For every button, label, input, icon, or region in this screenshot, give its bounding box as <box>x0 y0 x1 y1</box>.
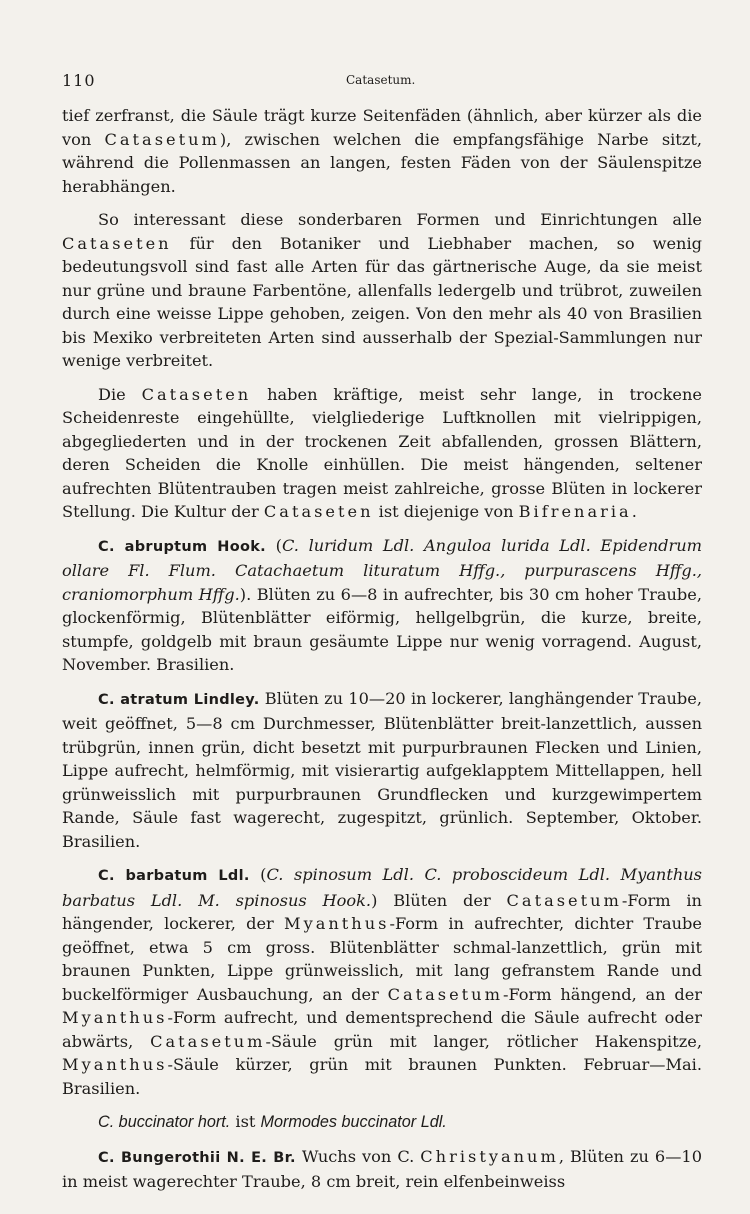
genus-spaced: Cataseten <box>141 384 252 404</box>
running-title: Catasetum. <box>346 73 416 87</box>
species-name: C. abruptum Hook. <box>98 538 266 555</box>
paragraph-1: tief zerfranst, die Säule trägt kurze Seitenfäden (ähnlich, aber kürzer als die von Catasetum), zwischen welchen die empfangsfähige Narbe sitzt, während die Pollenmassen an langen, festen Fäden von der Säulenspitze herabhängen. <box>62 106 702 196</box>
cross-reference: Mormodes buccinator Ldl. <box>260 1113 447 1131</box>
species-name: C. barbatum Ldl. <box>98 868 250 884</box>
species-entry-abruptum: C. abruptum Hook. (C. luridum Ldl. Anguloa lurida Ldl. Epidendrum ollare Fl. Flum. Catachaetum lituratum Hffg., purpurascens Hffg., craniomorphum Hffg.). Blüten zu 6—8 in aufrechter, bis 30 cm hoher Traube, glockenförmig, Blütenblätter eiförmig, hellgelbgrün, die kurze, breite, stumpfe, goldgelb mit braun gesäumte Lippe nur wenig vorragend. August, November. Brasilien. <box>62 535 702 674</box>
species-name: C. atratum Lindley. <box>98 691 260 708</box>
page-number: 110 <box>62 71 96 90</box>
page-header <box>62 71 702 93</box>
paragraph-3: Die Cataseten haben kräftige, meist sehr lange, in trockene Scheidenreste eingehüllte, vielgliederige Luftknollen mit vielrippigen, abgegliederten und in der trockenen Zeit abfallenden, grossen Blättern, deren Scheiden die Knolle einhüllen. Die meist hängenden, seltener aufrechten Blütentrauben tragen meist zahlreiche, grosse Blüten in lockerer Stellung. Die Kultur der Cataseten ist diejenige von Bifrenaria. <box>62 384 702 521</box>
genus-spaced: Myanthus <box>62 1008 168 1027</box>
species-name: C. Bungerothii N. E. Br. <box>98 1149 296 1166</box>
species-entry-buccinator: C. buccinator hort. ist Mormodes buccinator Ldl. <box>98 1112 447 1131</box>
species-spaced: Christyanum <box>420 1146 559 1166</box>
genus-spaced: Cataseten <box>263 502 374 521</box>
genus-spaced: Catasetum <box>150 1031 266 1051</box>
species-name: C. buccinator hort. <box>98 1113 231 1131</box>
page-body <box>62 104 702 1204</box>
species-entry-atratum: C. atratum Lindley. Blüten zu 10—20 in lockerer, langhängender Traube, weit geöffnet, 5—8 cm Durchmesser, Blütenblätter breit-lanzettlich, aussen trübgrün, innen grün, dicht besetzt mit purpurbraunen Flecken und Linien, Lippe aufrecht, helmförmig, mit visierartig aufgeklapptem Mittellappen, hell grünweisslich mit purpurbraunen Grundflecken und kurzgewimpertem Rande, Säule fast wagerecht, zugespitzt, grünlich. September, Oktober. Brasilien. <box>62 688 702 851</box>
species-entry-bungerothii: C. Bungerothii N. E. Br. Wuchs von C. Christyanum, Blüten zu 6—10 in meist wagerechter Traube, 8 cm breit, rein elfenbeinweiss <box>62 1146 702 1191</box>
genus-spaced: Catasetum <box>506 890 622 910</box>
genus-spaced: Catasetum <box>104 129 220 149</box>
species-entry-barbatum: C. barbatum Ldl. (C. spinosum Ldl. C. proboscideum Ldl. Myanthus barbatus Ldl. M. spinosus Hook.) Blüten der Catasetum-Form in hängender, lockerer, der Myanthus-Form in aufrechter, dichter Traube geöffnet, etwa 5 cm gross. Blütenblätter schmal-lanzettlich, grün mit braunen Punkten, Lippe grünweisslich, mit lang gefranstem Rande und buckelförmiger Ausbauchung, an der Catasetum-Form hängend, an der Myanthus-Form aufrecht, und dementsprechend die Säule aufrecht oder abwärts, Catasetum-Säule grün mit langer, rötlicher Hakenspitze, Myanthus-Säule kürzer, grün mit braunen Punkten. Februar—Mai. Brasilien. <box>62 865 703 1098</box>
genus-spaced: Myanthus <box>284 914 390 933</box>
synonyms: C. luridum Ldl. Anguloa lurida Ldl. Epidendrum ollare Fl. Flum. Catachaetum lituratum Hffg., purpurascens Hffg., craniomorphum Hffg. <box>62 535 702 604</box>
genus-spaced: Catasetum <box>387 984 503 1004</box>
genus-spaced: Myanthus <box>62 1055 168 1074</box>
paragraph-2: So interessant diese sonderbaren Formen und Einrichtungen alle Cataseten für den Botaniker und Liebhaber machen, so wenig bedeutungsvoll sind fast alle Arten für das gärtnerische Auge, da sie meist nur grüne und braune Farbentöne, allenfalls ledergelb und trübrot, zuweilen durch eine weisse Lippe gehoben, zeigen. Von den mehr als 40 von Brasilien bis Mexiko verbreiteten Arten sind ausserhalb der Spezial-Sammlungen nur wenige verbreitet. <box>62 210 702 370</box>
genus-spaced: Cataseten <box>62 233 172 253</box>
genus-spaced: Bifrenaria <box>518 502 632 521</box>
synonyms: C. spinosum Ldl. C. proboscideum Ldl. Myanthus barbatus Ldl. M. spinosus Hook. <box>62 865 702 910</box>
